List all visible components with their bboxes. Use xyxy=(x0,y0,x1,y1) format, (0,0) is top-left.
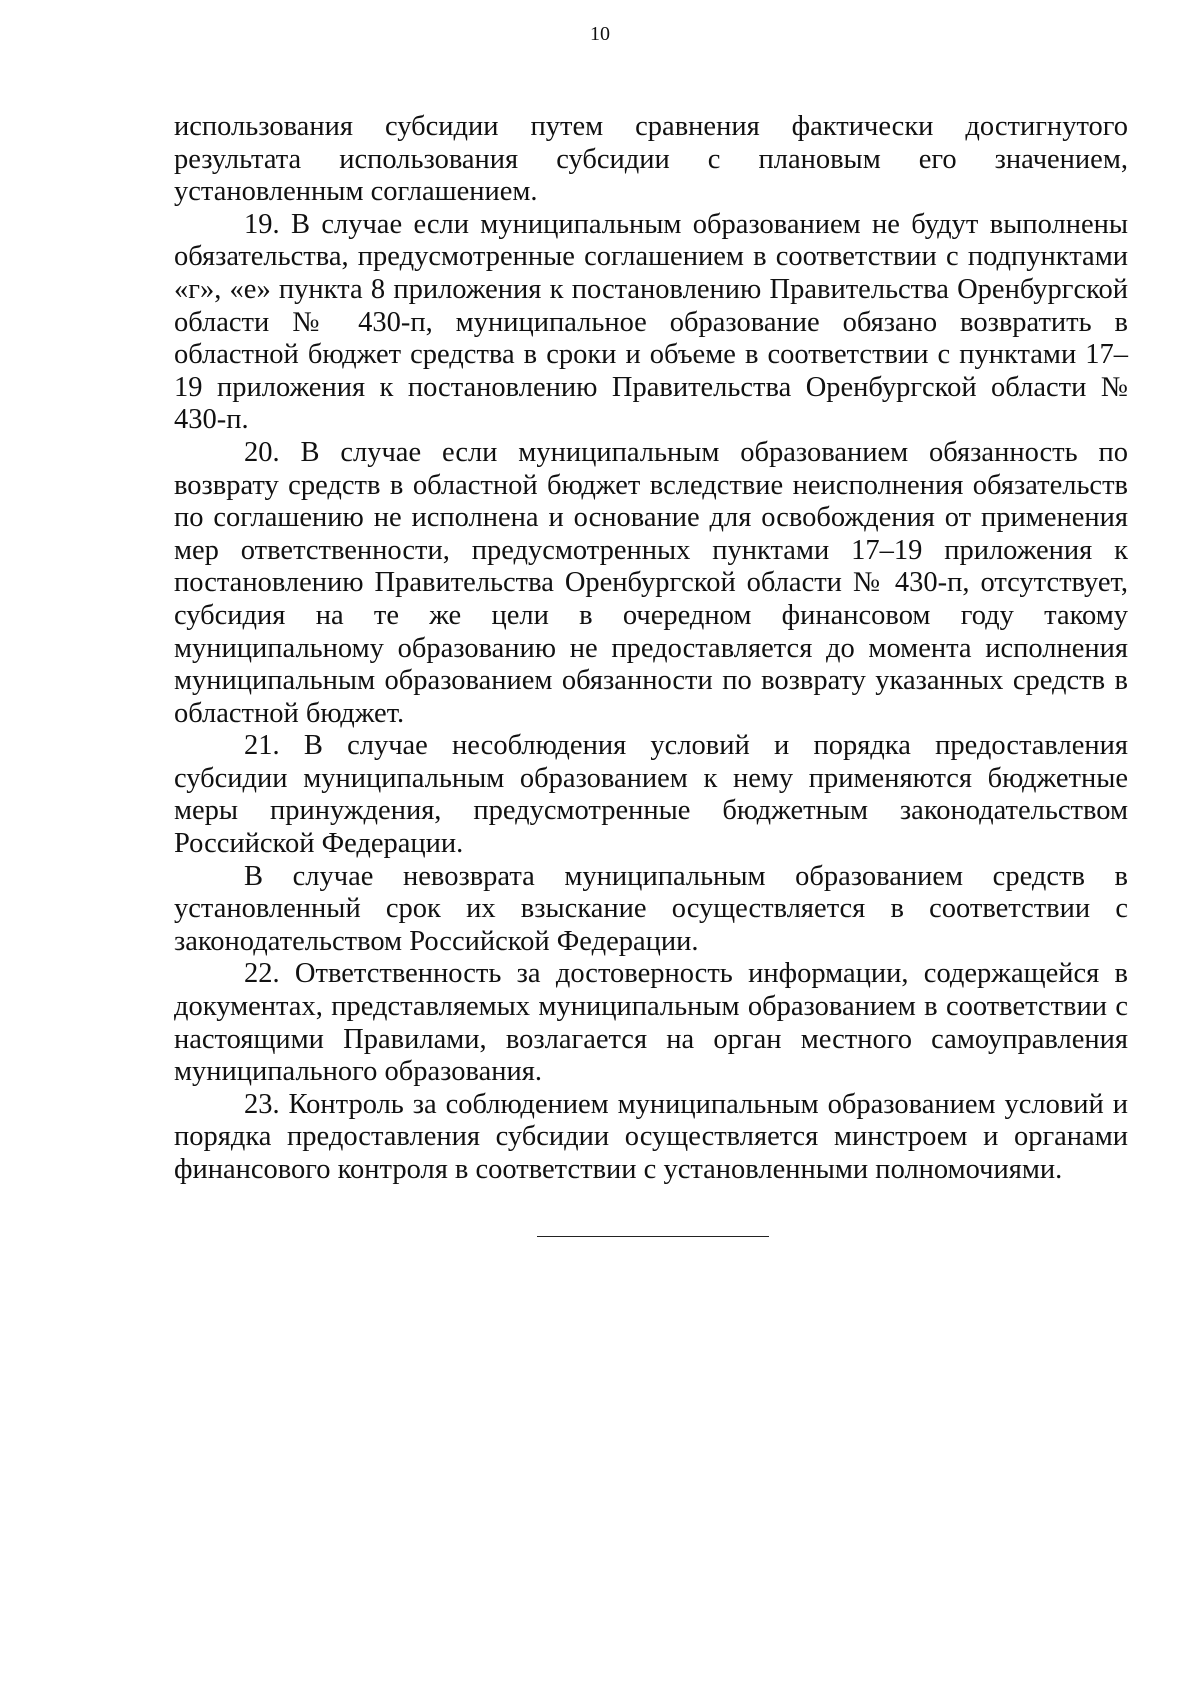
page-number: 10 xyxy=(590,23,610,45)
paragraph-20: 20. В случае если муниципальным образованием обязанность по возврату средств в областной бюджет вследствие неисполнения обязательств по соглашению не исполнена и основание для освобождения от применения мер ответственности, предусмотренных пунктами 17–19 приложения к постановлению Правительства Оренбургской области № 430-п, отсутствует, субсидия на те же цели в очередном финансовом году такому муниципальному образованию не предоставляется до момента исполнения муниципальным образованием обязанности по возврату указанных средств в областной бюджет. xyxy=(174,436,1128,729)
paragraph-22: 22. Ответственность за достоверность информации, содержащейся в документах, представляемых муниципальным образованием в соответствии с настоящими Правилами, возлагается на орган местного самоуправления муниципального образования. xyxy=(174,958,1128,1088)
end-of-document-rule xyxy=(537,1236,769,1237)
paragraph-21: 21. В случае несоблюдения условий и порядка предоставления субсидии муниципальным образованием к нему применяются бюджетные меры принуждения, предусмотренные бюджетным законодательством Российской Федерации. xyxy=(174,730,1128,860)
document-body xyxy=(174,111,1128,1187)
paragraph-continuation: использования субсидии путем сравнения фактически достигнутого результата использования субсидии с плановым его значением, установленным соглашением. xyxy=(174,111,1128,208)
paragraph-19: 19. В случае если муниципальным образованием не будут выполнены обязательства, предусмотренные соглашением в соответствии с подпунктами «г», «е» пункта 8 приложения к постановлению Правительства Оренбургской области № 430-п, муниципальное образование обязано возвратить в областной бюджет средства в сроки и объеме в соответствии с пунктами 17–19 приложения к постановлению Правительства Оренбургской области № 430-п. xyxy=(174,208,1128,436)
paragraph-23: 23. Контроль за соблюдением муниципальным образованием условий и порядка предоставления субсидии осуществляется минстроем и органами финансового контроля в соответствии с установленными полномочиями. xyxy=(174,1088,1128,1185)
paragraph-21-continuation: В случае невозврата муниципальным образованием средств в установленный срок их взыскание осуществляется в соответствии с законодательством Российской Федерации. xyxy=(174,860,1128,957)
